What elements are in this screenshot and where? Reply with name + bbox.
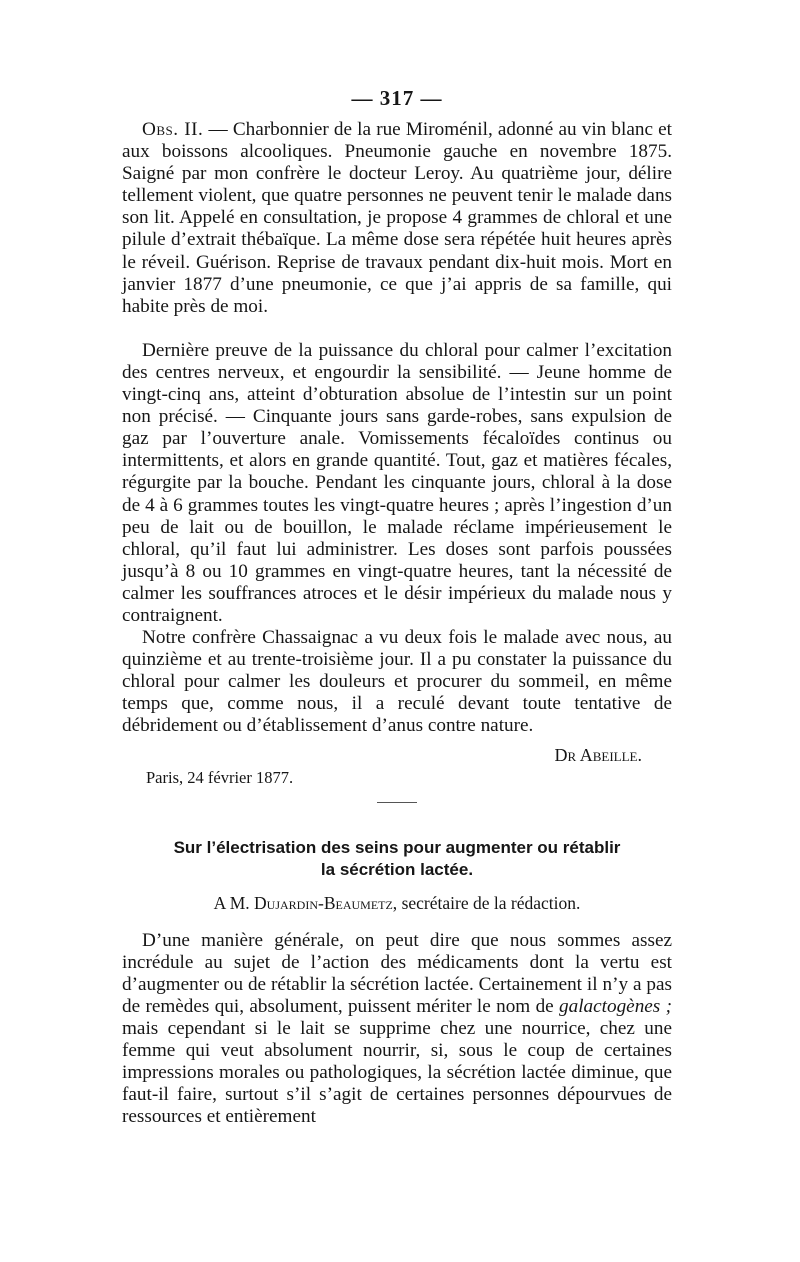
addressee-name: Dujardin-Beaumetz, [254,892,398,913]
article-body-italic-term: galactogènes ; [559,995,673,1017]
article-body-part-2: mais cependant si le lait se supprime chez une nourrice, chez une femme qui veut absolument nourrir, si, sous le coup de certaines impressions morales ou pathologiques, la sécrétion lactée diminue, que faut-il faire, surtout s’il s’agit de certaines personnes dépourvues de ressources et entièrement [122,1017,672,1128]
chassaignac-paragraph: Notre confrère Chassaignac a vu deux fois le malade avec nous, au quinzième et au trente-troisième jour. Il a pu constater la puissance du chloral pour calmer les douleurs et procurer du sommeil, en même temps que, comme nous, il a reculé devant toute tentative de débridement ou d’établissement d’anus contre nature. [122,627,672,737]
observation-label: Obs. II. [142,119,204,140]
addressee-suffix: secrétaire de la rédaction. [397,892,581,913]
book-page [122,86,672,1128]
article-body-paragraph [122,930,672,1129]
article-title-line-1: Sur l’électrisation des seins pour augmenter ou rétablir [173,837,621,857]
article-body-part-1: D’une manière générale, on peut dire que nous sommes assez incrédule au sujet de l’action des médicaments dont la vertu est d’augmenter ou de rétablir la sécrétion lactée. Certainement il n’y a pas de remèdes qui, absolument, puissent mériter le nom de [122,929,672,1017]
article-addressee [122,892,672,914]
section-separator [377,802,417,803]
article-title-line-2: la sécrétion lactée. [320,859,474,879]
page-number: — 317 — [351,86,443,110]
dateline: Paris, 24 février 1877. [146,767,294,787]
article-title [122,837,672,881]
chloral-paragraph: Dernière preuve de la puissance du chloral pour calmer l’excitation des centres nerveux, et engourdir la sensibilité. — Jeune homme de vingt-cinq ans, atteint d’obturation absolue de l’intestin sur un point non précisé. — Cinquante jours sans garde-robes, sans expulsion de gaz par l’ouverture anale. Vomissements fécaloïdes continus ou intermittents, et alors en grande quantité. Tout, gaz et matières fécales, régurgite par la bouche. Pendant les cinquante jours, chloral à la dose de 4 à 6 grammes toutes les vingt-quatre heures ; après l’ingestion d’un peu de lait ou de bouillon, le malade réclame impérieusement le chloral, qu’il faut lui administrer. Les doses sont parfois poussées jusqu’à 8 ou 10 grammes en vingt-quatre heures, tant la nécessité de calmer les souffrances atroces et le désir impérieux du malade nous y contraignent. [122,339,672,626]
author-signature: Dr Abeille. [554,744,642,765]
observation-text: — Charbonnier de la rue Miroménil, adonné au vin blanc et aux boissons alcooliques. Pneumonie gauche en novembre 1875. Saigné par mon confrère le docteur Leroy. Au quatrième jour, délire tellement violent, que quatre personnes ne peuvent tenir le malade dans son lit. Appelé en consultation, je propose 4 grammes de chloral et une pilule d’extrait thébaïque. La même dose sera répétée huit heures après le réveil. Guérison. Reprise de travaux pendant dix-huit mois. Mort en janvier 1877 d’une pneumonie, ce que j’ai appris de sa famille, qui habite près de moi. [122,119,673,317]
observation-paragraph [122,119,672,318]
addressee-prefix: A M. [213,892,255,913]
